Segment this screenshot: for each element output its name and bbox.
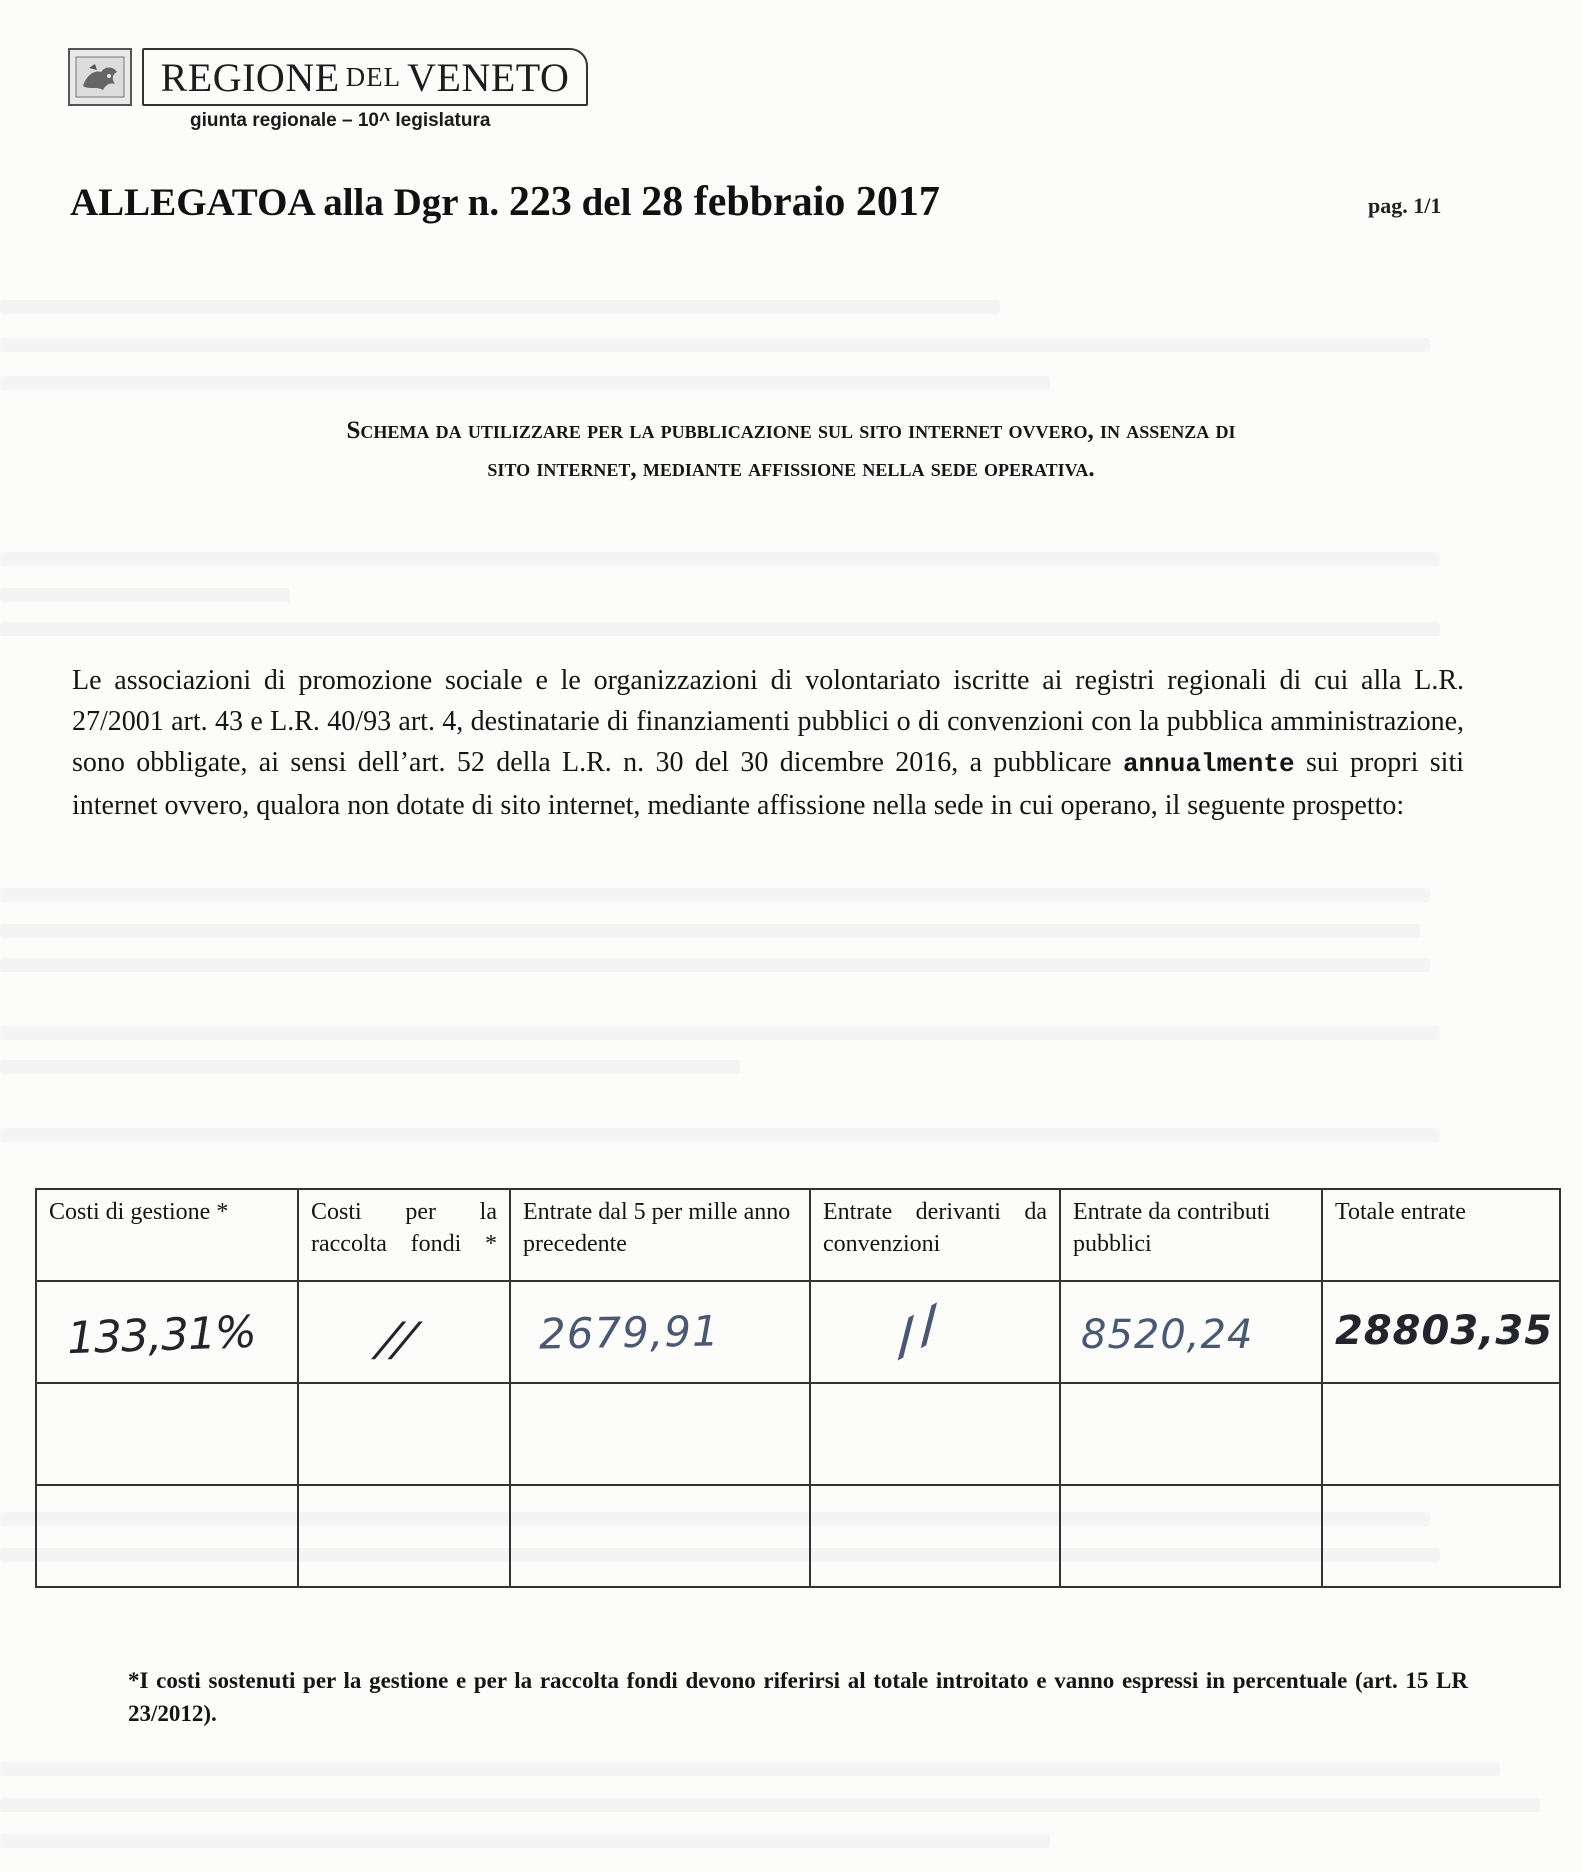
show-through-line (0, 622, 1440, 636)
table-cell (810, 1281, 1060, 1383)
table-cell (1060, 1485, 1322, 1587)
table-cell (810, 1485, 1060, 1587)
body-text-part: Le associazioni di promozione sociale e le organizzazioni di volontariato iscritte ai registri regionali di cui alla L.R. 27/2001 art. 43 e L.R. 40/93 art. 4, destinatarie di finanziamenti pubblici o di convenzioni con la pubblica amministrazione, sono obbligate, ai sensi dell’art. 52 della L.R. n. 30 del 30 dicembre 2016, a pubblicare (72, 665, 1464, 778)
title-middle: del (581, 181, 632, 224)
handwritten-value: 2679,91 (538, 1306, 721, 1359)
header-cell-costi-raccolta: Costi per la raccolta fondi * (298, 1189, 510, 1281)
region-name-part: REGIONE (160, 54, 340, 100)
show-through-line (0, 888, 1430, 902)
show-through-line (0, 552, 1440, 566)
table-cell (1060, 1383, 1322, 1485)
show-through-line (0, 1026, 1440, 1040)
show-through-line (0, 338, 1430, 352)
show-through-line (0, 1834, 1050, 1848)
table-cell (298, 1281, 510, 1383)
schema-heading-line: Schema da utilizzare per la pubblicazione sul sito internet ovvero, in assenza di (346, 417, 1236, 444)
show-through-line (0, 924, 1420, 938)
handwritten-value: // (372, 1312, 423, 1366)
header-cell-entrate-contributi: Entrate da contributi pubblici (1060, 1189, 1322, 1281)
region-name-part: VENETO (407, 54, 570, 100)
show-through-line (0, 1128, 1440, 1142)
table-cell (510, 1281, 810, 1383)
handwritten-value: 28803,35 (1335, 1308, 1554, 1354)
show-through-line (0, 1798, 1540, 1812)
header-cell-totale-entrate: Totale entrate (1322, 1189, 1560, 1281)
show-through-line (0, 300, 1000, 314)
title-date: 28 febbraio 2017 (641, 179, 940, 225)
table-cell (36, 1281, 298, 1383)
show-through-line (0, 1762, 1500, 1776)
footnote: *I costi sostenuti per la gestione e per la raccolta fondi devono riferirsi al totale introitato e vanno espressi in percentuale (art. 15 LR 23/2012). (128, 1668, 1468, 1726)
table-header-row (36, 1189, 1560, 1281)
header-cell-entrate-5-per-mille: Entrate dal 5 per mille anno precedente (510, 1189, 810, 1281)
show-through-line (0, 376, 1050, 390)
body-paragraph (72, 660, 1464, 826)
table-cell (298, 1485, 510, 1587)
show-through-line (0, 1060, 740, 1074)
table-row (36, 1383, 1560, 1485)
handwritten-value: 133,31% (66, 1306, 257, 1365)
table-cell (1322, 1383, 1560, 1485)
body-emphasis: annualmente (1122, 749, 1295, 779)
table-cell (36, 1485, 298, 1587)
header-cell-entrate-convenzioni: Entrate derivanti da convenzioni (810, 1189, 1060, 1281)
title-prefix: ALLEGATOA alla Dgr n. (70, 181, 500, 224)
table-cell (1322, 1485, 1560, 1587)
schema-heading-line: sito internet, mediante affissione nella sede operativa. (487, 455, 1095, 482)
table-cell (1060, 1281, 1322, 1383)
lion-emblem-icon (75, 56, 125, 98)
table-cell (36, 1383, 298, 1485)
logo-subtitle: giunta regionale – 10^ legislatura (190, 110, 491, 131)
table-cell (810, 1383, 1060, 1485)
page-number: pag. 1/1 (1368, 193, 1442, 218)
table-row (36, 1485, 1560, 1587)
show-through-line (0, 588, 290, 602)
regional-emblem-icon (68, 48, 132, 106)
handwritten-value: ∕∕ (883, 1298, 952, 1364)
table-cell (510, 1383, 810, 1485)
show-through-line (0, 958, 1430, 972)
financial-table (35, 1188, 1561, 1588)
table-cell (510, 1485, 810, 1587)
schema-heading (60, 412, 1522, 488)
region-logo-wordmark (142, 48, 588, 106)
document-title (70, 178, 940, 226)
header-cell-costi-gestione: Costi di gestione * (36, 1189, 298, 1281)
table-cell (298, 1383, 510, 1485)
handwritten-value: 8520,24 (1081, 1312, 1254, 1358)
table-cell (1322, 1281, 1560, 1383)
region-name-part: DEL (345, 61, 402, 92)
body-text-part: sui propri siti internet ovvero, qualora non dotate di sito internet, mediante affissione nella sede in cui operano, il seguente prospetto: (72, 747, 1464, 821)
table-row (36, 1281, 1560, 1383)
title-number: 223 (508, 179, 572, 225)
